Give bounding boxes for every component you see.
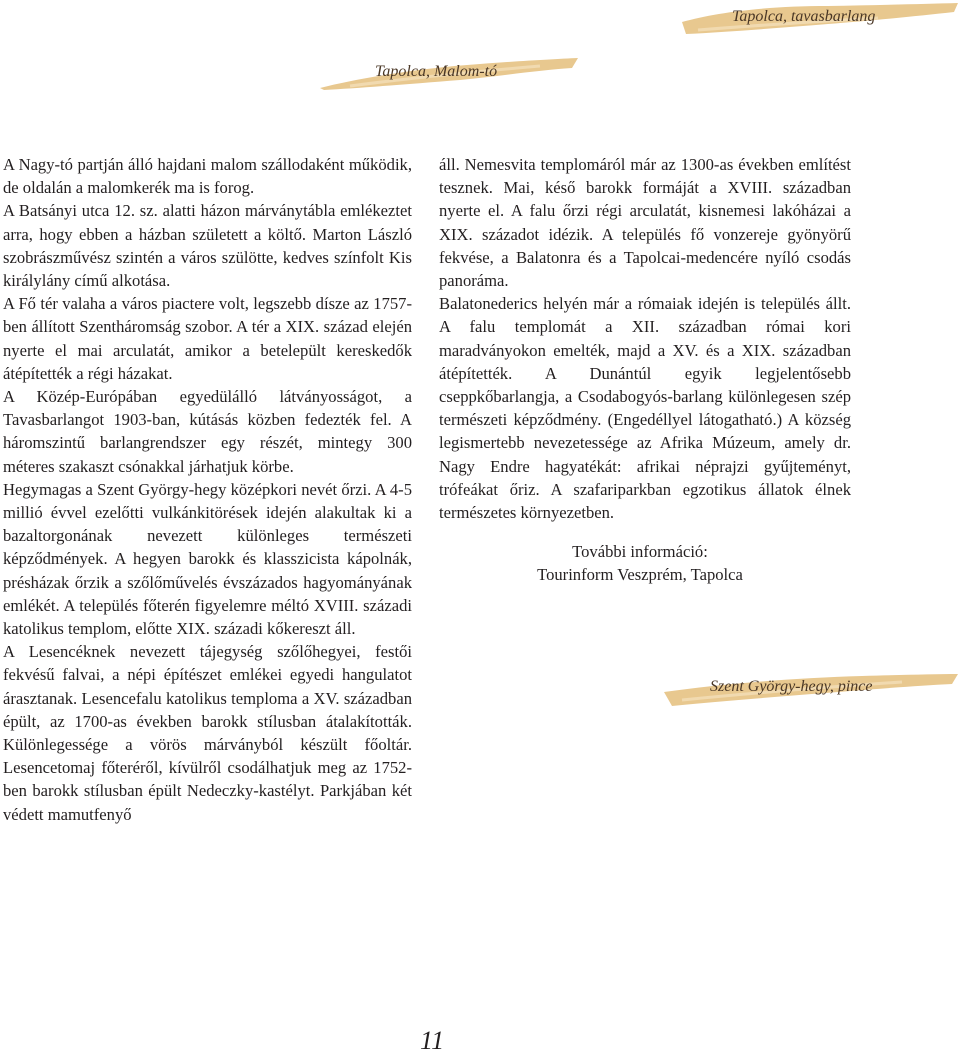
paragraph: A Lesencéknek nevezett tájegység szőlőhegyei, festői fekvésű falvai, a népi építészet emlékei egyedi hangulatot árasztanak. Lesencefalu katolikus temploma a XV. században épült, az 1700-as években barokk stílusban átalakították. Különlegessége a vörös márványból készült főoltár. Lesencetomaj főteréről, kívülről csodálhatjuk meg az 1752-ben barokk stílusban épült Nedeczky-kastélyt. Parkjában két védett mamutfenyő	[3, 642, 412, 824]
paragraph: Balatonederics helyén már a rómaiak idején is település állt. A falu templomát a XII. században római kori maradványokon emelték, majd a XV. és a XIX. században átépítették. A Dunántúl egyik legjelentősebb cseppkőbarlangja, a Csodabogyós-barlang különlegesen szép természeti képződmény. (Engedéllyel látogatható.) A község legismertebb nevezetessége az Afrika Múzeum, amely dr. Nagy Endre hagyatékát: afrikai néprajzi gyűjteményt, trófeákat őriz. A szafariparkban egzotikus állatok élnek természetes környezetben.	[439, 294, 851, 523]
paragraph: A Batsányi utca 12. sz. alatti házon márványtábla emlékeztet arra, hogy ebben a házban született a költő. Marton László szobrászművész szintén a város szülötte, kedves színfolt Kis királylány című alkotása.	[3, 201, 412, 291]
caption-text: Tapolca, tavasbarlang	[732, 8, 876, 25]
caption-text: Szent György-hegy, pince	[710, 678, 873, 695]
caption-tapolca-malom-to	[320, 52, 580, 92]
page-number: 11	[420, 1026, 445, 1055]
paragraph: Hegymagas a Szent György-hegy középkori nevét őrzi. A 4-5 millió évvel ezelőtti vulkánkitörések idején alakultak ki a bazaltorgonának nevezett különleges természeti képződmények. A hegyen barokk és klasszicista kápolnák, présházak őrzik a szőlőművelés évszázados hagyományának emlékét. A település főterén figyelemre méltó XVIII. századi katolikus templom, előtte XIX. századi kőkereszt áll.	[3, 479, 412, 639]
left-column	[3, 153, 412, 826]
paragraph: A Fő tér valaha a város piactere volt, legszebb dísze az 1757-ben állított Szentháromság szobor. A tér a XIX. század elején nyerte el mai arculatát, amikor a betelepült kereskedők átépítették a régi házakat.	[3, 294, 412, 383]
more-info-block	[450, 540, 830, 586]
right-column	[439, 153, 851, 524]
paragraph: áll. Nemesvita templomáról már az 1300-as években említést tesznek. Mai, késő barokk formáját a XVIII. században nyerte el. A falu őrzi régi arculatát, kisnemesi lakóházai a XIX. századot idézik. A település fő vonzereje gyönyörű fekvése, a Balatonra és a Tapolcai-medencére nyíló csodás panoráma.	[439, 155, 851, 291]
paragraph: A Nagy-tó partján álló hajdani malom szállodaként működik, de oldalán a malomkerék ma is forog.	[3, 155, 412, 198]
caption-tapolca-tavasbarlang	[678, 0, 960, 36]
more-info-contact: Tourinform Veszprém, Tapolca	[537, 565, 743, 585]
paragraph: A Közép-Európában egyedülálló látványosságot, a Tavasbarlangot 1903-ban, kútásás közben fedezték fel. A háromszintű barlangrendszer egy részét, mintegy 300 méteres szakaszt csónakkal járhatjuk körbe.	[3, 387, 412, 476]
more-info-heading: További információ:	[572, 542, 708, 561]
caption-szent-gyorgy-hegy	[662, 666, 960, 708]
caption-text: Tapolca, Malom-tó	[375, 63, 498, 80]
